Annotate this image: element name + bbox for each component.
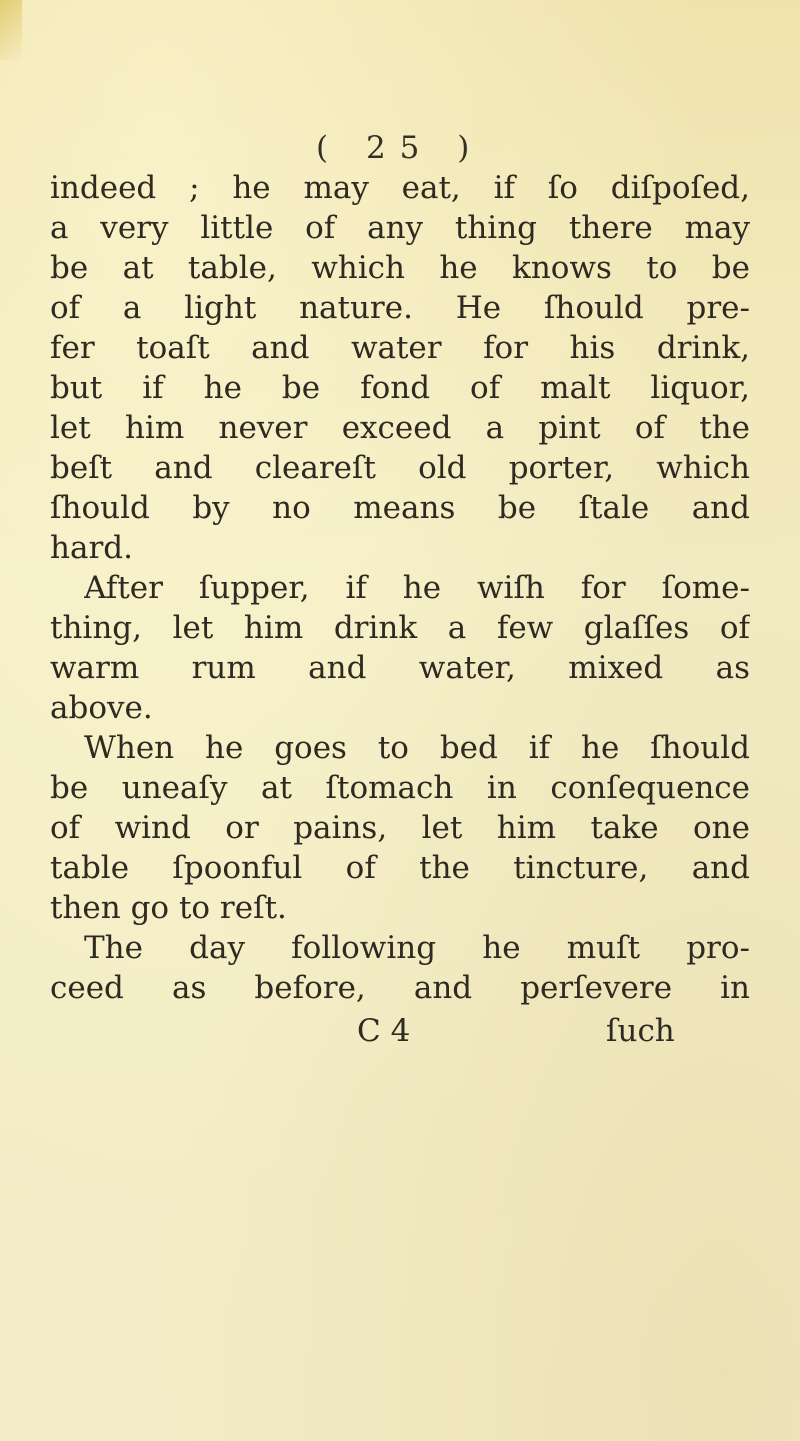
- text-line-10: hard.: [50, 530, 133, 566]
- text-line-17: of wind or pains, let him take one: [50, 810, 750, 846]
- text-line-2: a very little of any thing there may: [50, 210, 750, 246]
- text-line-8: beſt and cleareſt old porter, which: [50, 450, 750, 486]
- text-line-13: warm rum and water, mixed as: [50, 650, 750, 686]
- catchword: ſuch: [606, 1013, 675, 1049]
- page-number: ( 25 ): [316, 130, 484, 166]
- text-line-16: be uneaſy at ſtomach in conſequence: [50, 770, 750, 806]
- text-line-12: thing, let him drink a few glaſſes of: [50, 610, 750, 646]
- text-line-9: ſhould by no means be ſtale and: [50, 490, 750, 526]
- text-line-6: but if he be fond of malt liquor,: [50, 370, 750, 406]
- text-line-14: above.: [50, 690, 153, 726]
- text-line-11: After ſupper, if he wiſh for ſome-: [84, 570, 750, 606]
- signature-mark: C 4: [357, 1013, 411, 1049]
- text-line-21: ceed as before, and perſevere in: [50, 970, 750, 1006]
- text-line-15: When he goes to bed if he ſhould: [84, 730, 750, 766]
- text-line-4: of a light nature. He ſhould pre-: [50, 290, 750, 326]
- text-line-19: then go to reſt.: [50, 890, 287, 926]
- text-line-3: be at table, which he knows to be: [50, 250, 750, 286]
- text-line-18: table ſpoonful of the tincture, and: [50, 850, 750, 886]
- text-line-5: fer toaſt and water for his drink,: [50, 330, 750, 366]
- text-line-20: The day following he muſt pro-: [84, 930, 750, 966]
- text-line-1: indeed ; he may eat, if ſo diſpoſed,: [50, 170, 750, 206]
- text-line-7: let him never exceed a pint of the: [50, 410, 750, 446]
